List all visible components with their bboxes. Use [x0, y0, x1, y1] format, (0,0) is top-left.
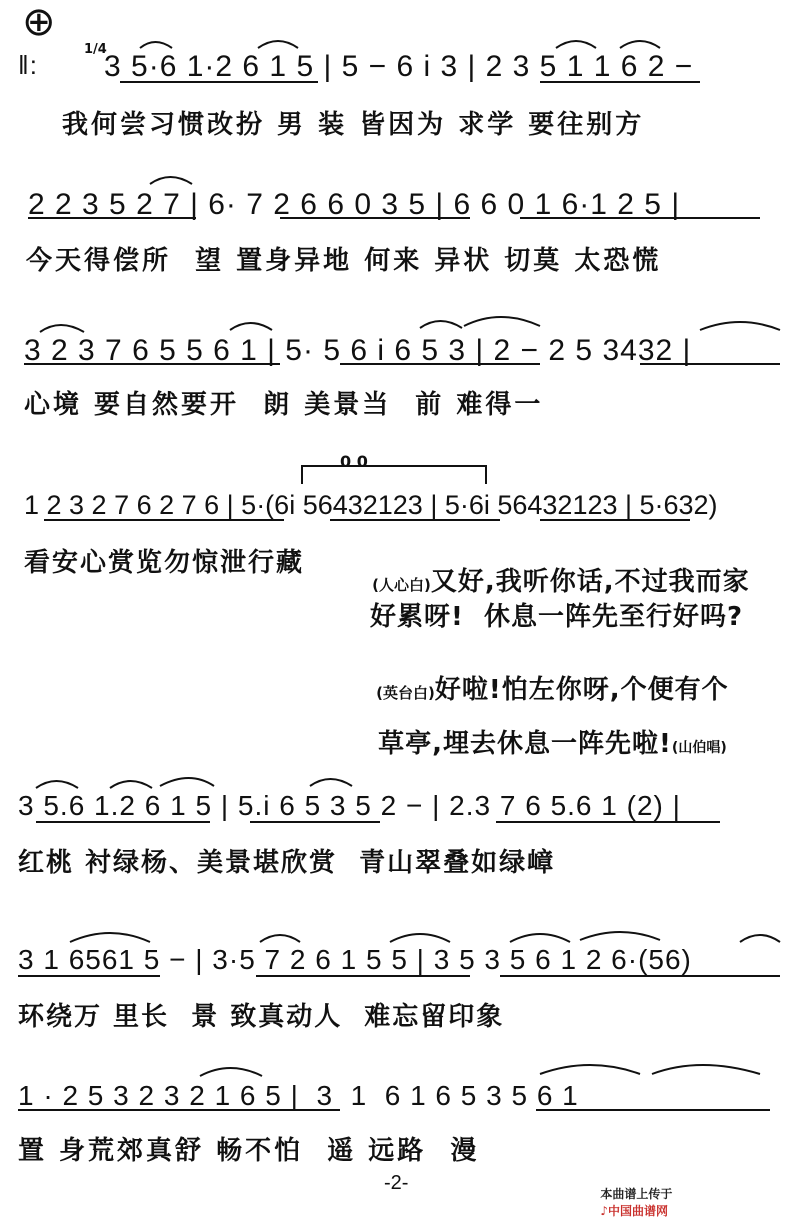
dialogue-line-3 [366, 650, 729, 706]
notation-line-5: 3 5.6 1.2 6 1 5 | 5.i 6 5 3 5 2 − | 2.3 7 6 5.6 1 (2) | [18, 790, 681, 821]
dialogue-text: 又好,我听你话,不过我而家 [430, 567, 750, 597]
dialogue-text: 草亭,埋去休息一阵先啦! [378, 729, 672, 759]
lyrics-line-4: 看安心赏览勿惊泄行藏 [24, 548, 305, 578]
speaker-tag: (人心白) [372, 576, 431, 594]
upload-watermark [592, 1171, 672, 1219]
lyrics-line-2: 今天得偿所 望 置身异地 何来 异状 切莫 太恐慌 [26, 246, 662, 276]
dialogue-text: 好啦!怕左你呀,个便有个 [434, 675, 729, 705]
notation-line-4: 1 2 3 2 7 6 2 7 6 | 5·(6i 56432123 | 5·6i 56432123 | 5·632) [24, 490, 718, 520]
upload-note: 本曲谱上传于 [600, 1187, 673, 1201]
dialogue-line-1 [362, 542, 750, 598]
lyrics-line-6: 环绕万 里长 景 致真动人 难忘留印象 [18, 1002, 505, 1032]
music-note-icon: ♪ [600, 1204, 609, 1218]
speaker-tag: (英台白) [376, 684, 435, 702]
time-signature: 1/4 [84, 42, 107, 57]
notation-line-2: 2 2 3 5 2 7 | 6· 7 2 6 6 0 3 5 | 6 6 0 1 6·1 2 5 | [28, 188, 681, 221]
repeat-mark: ‖: [18, 50, 38, 80]
segno-mark: ⊕ [22, 0, 56, 45]
notation-line-3: 3 2 3 7 6 5 5 6 1 | 5· 5 6 i 6 5 3 | 2 − 2 5 3432 | [24, 334, 692, 367]
dialogue-line-2: 好累呀! 休息一阵先至行好吗? [370, 602, 744, 632]
lyrics-line-7: 置 身荒郊真舒 畅不怕 遥 远路 漫 [18, 1136, 480, 1166]
dialogue-line-4 [368, 704, 727, 760]
notation-line-6: 3 1 6561 5 − | 3·5 7 2 6 1 5 5 | 3 5 3 5 6 1 2 6·(56) [18, 944, 692, 975]
page-number: -2- [384, 1172, 409, 1194]
notation-line-7: 1 · 2 5 3 2 3 2 1 6 5 | 3 1 6 1 6 5 3 5 6 1 [18, 1080, 579, 1111]
fermata-label: 0 0 [340, 452, 368, 471]
lyrics-line-3: 心境 要自然要开 朗 美景当 前 难得一 [24, 390, 544, 420]
site-name[interactable]: 中国曲谱网 [608, 1204, 669, 1218]
lyrics-line-5: 红桃 衬绿杨、美景堪欣赏 青山翠叠如绿嶂 [18, 848, 556, 878]
singer-note: (山伯唱) [671, 740, 727, 756]
lyrics-line-1: 我何尝习惯改扮 男 装 皆因为 求学 要往别方 [62, 110, 645, 140]
notation-line-1: 3 5·6 1·2 6 1 5 | 5 − 6 i 3 | 2 3 5 1 1 6 2 − [104, 50, 694, 83]
